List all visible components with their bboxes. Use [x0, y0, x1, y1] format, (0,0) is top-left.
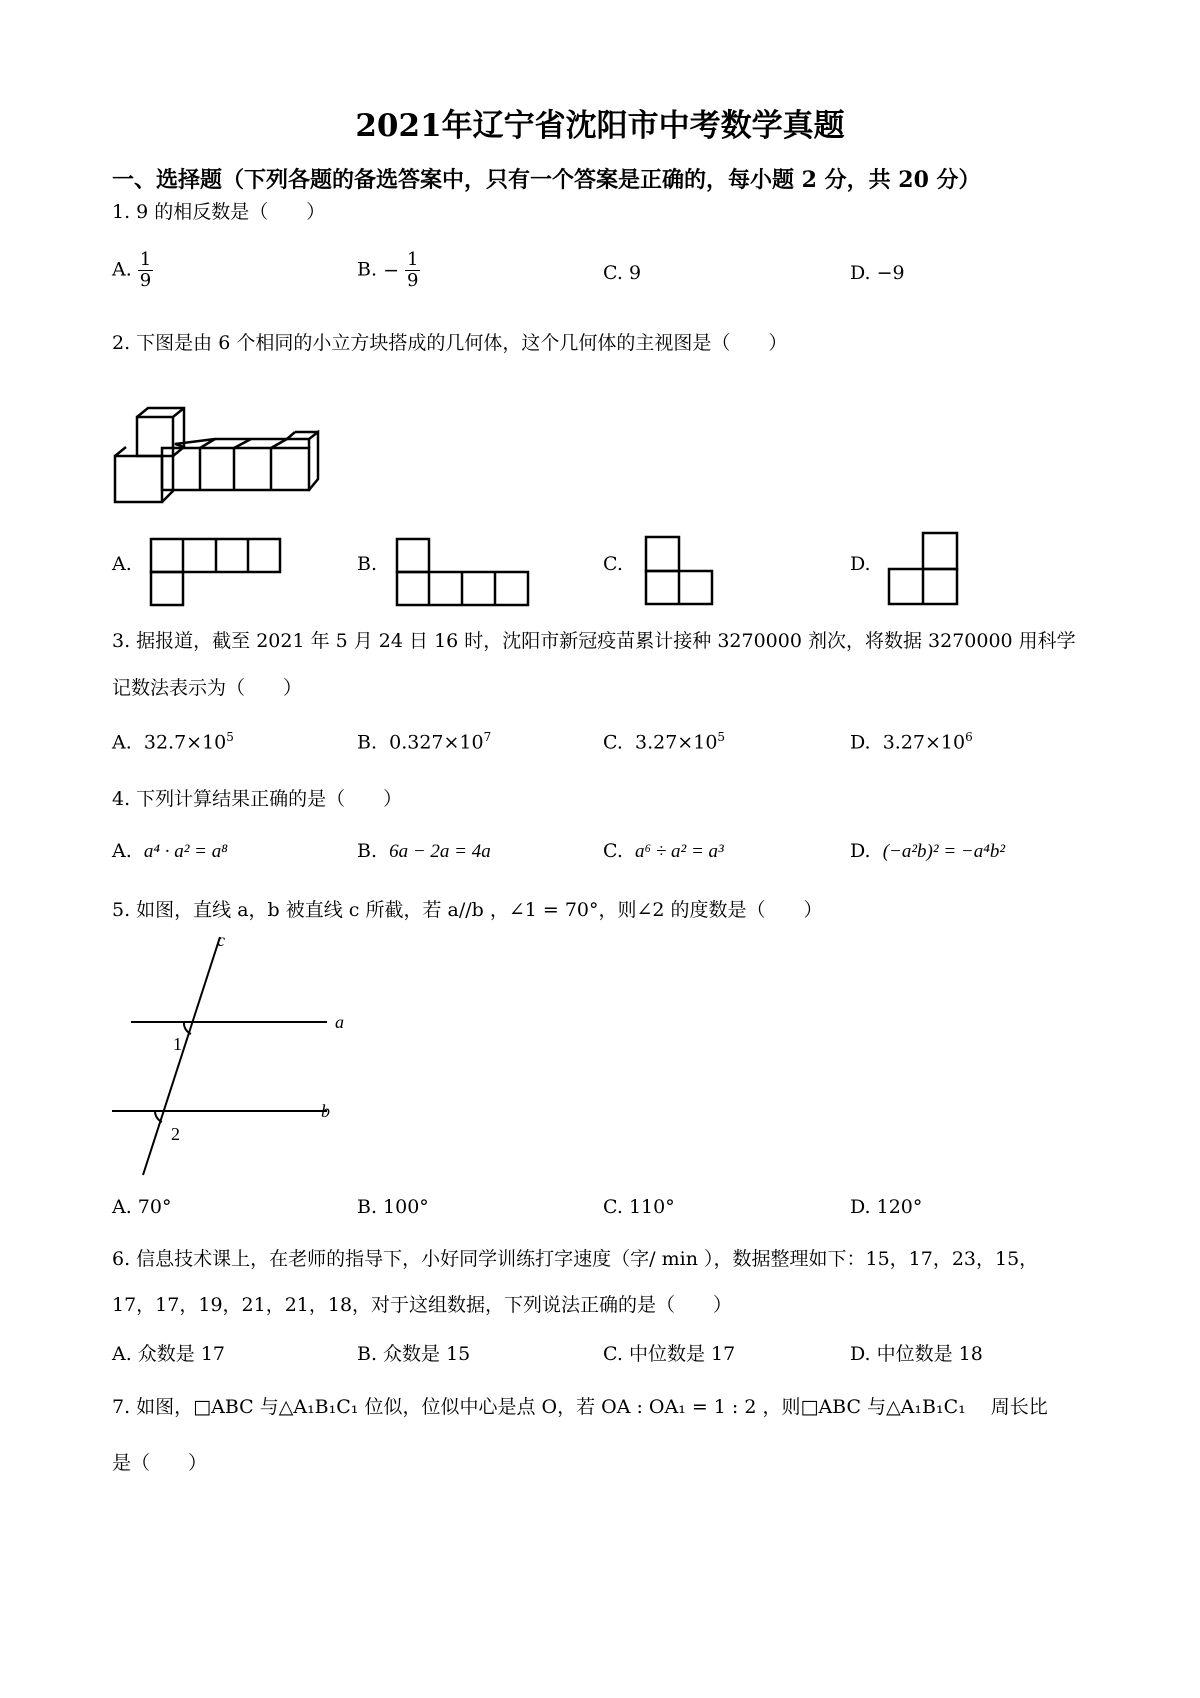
q2-option-c-label: C.	[603, 553, 623, 575]
q1-option-c: C. 9	[603, 262, 642, 284]
q6-option-a: A. 众数是 17	[112, 1343, 226, 1365]
q5-stem: 5. 如图，直线 a，b 被直线 c 所截，若 a//b ，∠1 = 70°，则∠2 的度数是（ ）	[112, 899, 823, 921]
q2-option-b-label: B.	[357, 553, 378, 575]
q3-option-c: C. $3.27\times 10^5$	[603, 730, 726, 754]
q2-option-d-label: D.	[850, 553, 871, 575]
q6-option-b: B. 众数是 15	[357, 1343, 471, 1365]
q4-option-d: D. (−a²b)² = −a⁴b²	[850, 840, 1006, 862]
q5-parallel-lines-figure	[105, 930, 365, 1180]
label-line-b: b	[321, 1101, 330, 1121]
fraction: $\frac{1}{9}$	[139, 249, 152, 291]
q4-option-c: C. a⁶ ÷ a² = a³	[603, 840, 724, 862]
q7-stem-line2: 是（ ）	[112, 1452, 208, 1474]
q5-option-a: A. 70°	[112, 1196, 172, 1218]
q1-option-b: B. − $\frac{1}{9}$	[357, 249, 419, 291]
page-title: 2021年辽宁省沈阳市中考数学真题	[355, 108, 845, 144]
q7-stem-line1: 7. 如图，□ABC 与△A₁B₁C₁ 位似，位似中心是点 O，若 OA : OA₁ = 1 : 2 ，则□ABC 与△A₁B₁C₁ 周长比	[112, 1396, 1048, 1418]
q1-option-a	[112, 250, 153, 291]
q4-stem: 4. 下列计算结果正确的是（ ）	[112, 788, 403, 810]
q4-option-b: B. 6a − 2a = 4a	[357, 840, 491, 862]
q5-option-c: C. 110°	[603, 1196, 675, 1218]
q1-stem: 1. 9 的相反数是（ ）	[112, 201, 326, 223]
label-angle-2: 2	[171, 1124, 180, 1144]
q2-option-d-figure	[888, 532, 960, 608]
q1-option-d: D. −9	[850, 262, 905, 284]
label-angle-1: 1	[173, 1034, 182, 1054]
q2-option-c-figure	[645, 536, 715, 606]
option-label: A.	[112, 258, 132, 281]
q3-option-b: B. $0.327\times 10^7$	[357, 730, 492, 754]
fraction: $\frac{1}{9}$	[406, 249, 419, 291]
q2-cube-solid-figure	[115, 404, 315, 504]
q3-stem-line1: 3. 据报道，截至 2021 年 5 月 24 日 16 时，沈阳市新冠疫苗累计接种 3270000 剂次，将数据 3270000 用科学	[112, 630, 1076, 652]
q2-option-b-figure	[396, 538, 530, 608]
q5-option-b: B. 100°	[357, 1196, 429, 1218]
q6-stem-line1: 6. 信息技术课上，在老师的指导下，小好同学训练打字速度（字/ min ），数据整理如下：15，17，23，15，	[112, 1248, 1039, 1270]
q2-option-a-figure	[150, 538, 282, 608]
q3-option-d: D. $3.27\times 10^6$	[850, 730, 973, 754]
label-line-c: c	[217, 930, 225, 950]
section-heading: 一、选择题（下列各题的备选答案中，只有一个答案是正确的，每小题 2 分，共 20 分）	[112, 167, 981, 193]
q3-option-a: A. $32.7\times 10^5$	[112, 730, 234, 754]
option-label: B.	[357, 258, 378, 281]
q2-option-a-label: A.	[112, 553, 132, 575]
q2-stem: 2. 下图是由 6 个相同的小立方块搭成的几何体，这个几何体的主视图是（ ）	[112, 332, 788, 354]
q6-option-c: C. 中位数是 17	[603, 1343, 736, 1365]
q6-stem-line2: 17，17，19，21，21，18，对于这组数据，下列说法正确的是（ ）	[112, 1294, 733, 1316]
q4-option-a: A. a⁴ · a² = a⁸	[112, 840, 228, 862]
q6-option-d: D. 中位数是 18	[850, 1343, 983, 1365]
q3-stem-line2: 记数法表示为（ ）	[112, 677, 303, 699]
label-line-a: a	[335, 1012, 344, 1032]
q5-option-d: D. 120°	[850, 1196, 923, 1218]
